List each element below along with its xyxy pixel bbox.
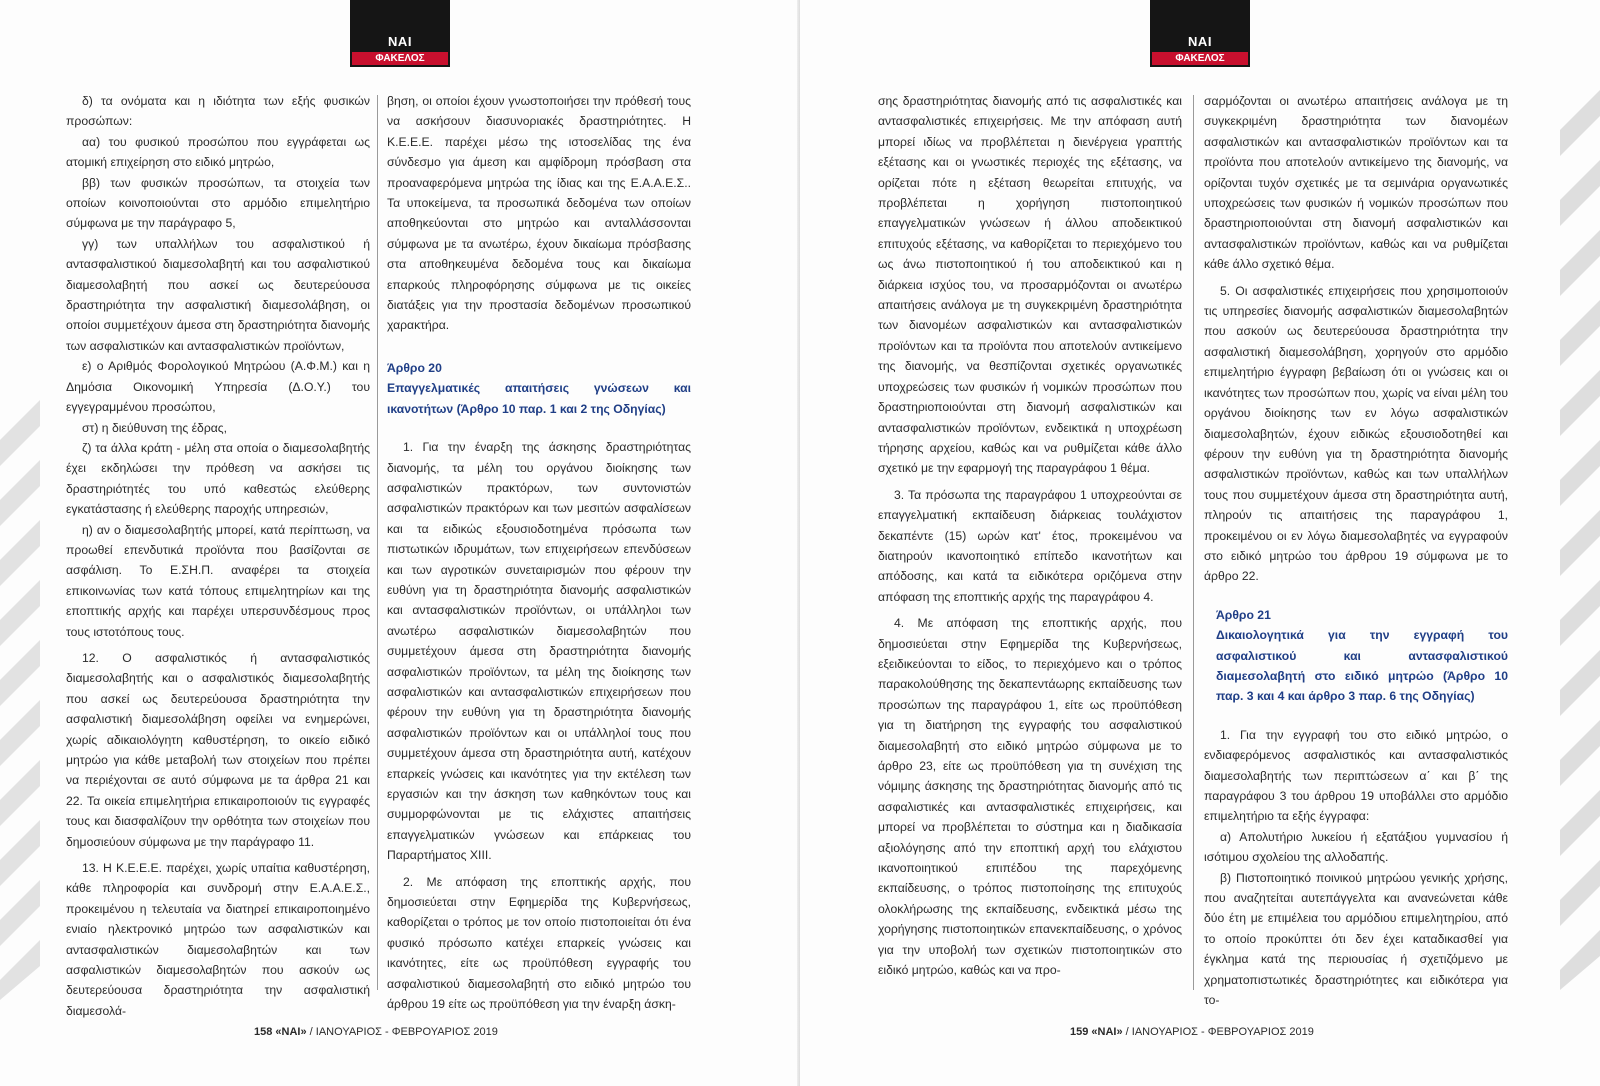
right-page-column-2 xyxy=(1204,91,1508,1008)
section-tab xyxy=(350,0,450,67)
paragraph: σαρμόζονται οι ανωτέρω απαιτήσεις ανάλογα με τη συγκεκριμένη δραστηριότητα των διανομέων ασφαλιστικών και αντασφαλιστικών προϊόντων και τα προϊόντα που αποτελούν αντικείμενο της διανομής, να ορίζονται τυχόν σχετικές με τα σεμινάρια οργανωτικές υποχρεώσεις των φυσικών ή νομικών προσώπων που δραστηριοποιούνται στη διανομή ασφαλιστικών και αντασφαλιστικών προϊόντων, καθώς και να ρυθμίζεται κάθε άλλο σχετικό θέμα. xyxy=(1204,94,1508,272)
issue-date: / ΙΑΝΟΥΑΡΙΟΣ - ΦΕΒΡΟΥΑΡΙΟΣ 2019 xyxy=(309,1026,498,1038)
article-title: Δικαιολογητικά για την εγγραφή του ασφαλιστικού και αντασφαλιστικού διαμεσολαβητή στο ειδικό μητρώο (Άρθρο 10 παρ. 3 και 4 και άρθρο 3 παρ. 6 της Οδηγίας) xyxy=(1216,628,1508,704)
left-page-column-1 xyxy=(66,91,370,1018)
paragraph: 3. Τα πρόσωπα της παραγράφου 1 υποχρεούνται σε επαγγελματική εκπαίδευση διάρκειας τουλάχιστον δεκαπέντε (15) ωρών κατ' έτος, προκειμένου να διατηρούν ικανοποιητικό επίπεδο ικανοτήτων και απόδοσης, και κατά τα ειδικότερα οριζόμενα στην απόφαση της εποπτικής αρχής της παραγράφου 4. xyxy=(878,487,1182,604)
paragraph: δ) τα ονόματα και η ιδιότητα των εξής φυσικών προσώπων: xyxy=(66,94,370,129)
left-page-column-2 xyxy=(387,91,691,1012)
right-page-column-1 xyxy=(878,91,1182,996)
issue-date: / ΙΑΝΟΥΑΡΙΟΣ - ΦΕΒΡΟΥΑΡΙΟΣ 2019 xyxy=(1125,1026,1314,1038)
paragraph: 13. Η Κ.Ε.Ε.Ε. παρέχει, χωρίς υπαίτια καθυστέρηση, κάθε πληροφορία και συνδρομή στην Ε.Α.Α.Ε.Σ., προκειμένου η τελευταία να διατηρεί επικαιροποιημένο ενιαίο ηλεκτρονικό μητρώο των ασφαλιστικών και αντασφαλιστικών διαμεσολαβητών και των ασφαλιστικών διαμεσολαβητών που ασκούν ως δευτερεύουσα δραστηριότητα την ασφαλιστική διαμεσολά- xyxy=(66,861,370,1018)
section-label: ΦΑΚΕΛΟΣ xyxy=(1152,52,1248,65)
decorative-stripes-left xyxy=(0,400,48,1000)
right-page xyxy=(800,0,1600,1086)
paragraph: α) Απολυτήριο λυκείου ή εξατάξιου γυμνασίου ή ισότιμου σχολείου της αλλοδαπής. xyxy=(1204,829,1508,865)
magazine-tab-title: ΝΑΙ xyxy=(388,34,412,49)
paragraph: β) Πιστοποιητικό ποινικού μητρώου γενικής χρήσης, που αναζητείται αυτεπάγγελτα και ανανεώνεται κάθε δύο έτη με επιμέλεια του αρμόδιου επιμελητηρίου, από το οποίο προκύπτει ότι δεν έχει καταδικασθεί για έγκλημα κατά της περιουσίας ή σχετιζόμενο με χρηματοπιστωτικές δραστηριότητες και ειδικότερα για το- xyxy=(1204,870,1508,1008)
paragraph: 1. Για την εγγραφή του στο ειδικό μητρώο, ο ενδιαφερόμενος ασφαλιστικός και αντασφαλιστικός διαμεσολαβητής των περιπτώσεων α΄ και β΄ της παραγράφου 3 του άρθρου 19 υποβάλλει στο αρμόδιο επιμελητήριο τα εξής έγγραφα: xyxy=(1204,727,1508,824)
paragraph: 1. Για την έναρξη της άσκησης δραστηριότητας διανομής, τα μέλη του οργάνου διοίκησης των ασφαλιστικών πρακτόρων, των συντονιστών ασφαλιστικών πρακτόρων και των μεσιτών ασφαλίσεων και τα ειδικώς εξουσιοδοτημένα πρόσωπα των πιστωτικών ιδρυμάτων, των επιχειρήσεων επενδύσεων και των αγροτικών συνεταιρισμών που φέρουν την ευθύνη για τη δραστηριότητα διανομής ασφαλιστικών και αντασφαλιστικών προϊόντων, οι υπάλληλοι των ανωτέρω ασφαλιστικών διαμεσολαβητών που συμμετέχουν άμεσα στη δραστηριότητα διανομής ασφαλιστικών προϊόντων, τα μέλη της διοίκησης των ασφαλιστικών και αντασφαλιστικών επιχειρήσεων που φέρουν την ευθύνη για τη δραστηριότητα διανομής ασφαλιστικών προϊόντων και οι υπάλληλοί τους που συμμετέχουν άμεσα στη δραστηριότητα αυτή, κατέχουν επαρκείς γνώσεις και ικανότητες για την εκτέλεση των εργασιών και την άσκηση των καθηκόντων τους και συμμορφώνονται με τις ελάχιστες απαιτήσεις επαγγελματικών γνώσεων και επάρκειας του Παραρτήματος XIII. xyxy=(387,440,691,863)
column-divider xyxy=(1193,95,1194,990)
decorative-stripes-right xyxy=(1552,90,1600,990)
paragraph: αα) του φυσικού προσώπου που εγγράφεται ως ατομική επιχείρηση στο ειδικό μητρώο, xyxy=(66,134,370,170)
page-footer xyxy=(1070,1026,1314,1038)
paragraph: η) αν ο διαμεσολαβητής μπορεί, κατά περίπτωση, να προωθεί επενδυτικά προϊόντα που βασίζονται σε ασφάλιση. Το Ε.ΣΗ.Π. αναφέρει τα στοιχεία επικοινωνίας των κατά τόπους επιμελητηρίων και της εποπτικής αρχής και παρέχει υπερσυνδέσμους προς τους ιστοτόπους τους. xyxy=(66,522,370,639)
paragraph: γγ) των υπαλλήλων του ασφαλιστικού ή αντασφαλιστικού διαμεσολαβητή και του ασφαλιστικού διαμεσολαβητή που ασκεί ως δευτερεύουσα δραστηριότητα την ασφαλιστική διαμεσολάβηση, οι οποίοι συμμετέχουν άμεσα στη δραστηριότητα διανομής των ασφαλιστικών και αντασφαλιστικών προϊόντων, xyxy=(66,236,370,353)
section-tab xyxy=(1150,0,1250,67)
article-number: Άρθρο 20 xyxy=(387,360,442,375)
magazine-name: «ΝΑΙ» xyxy=(275,1026,307,1038)
paragraph: σης δραστηριότητας διανομής από τις ασφαλιστικές και αντασφαλιστικές επιχειρήσεις. Με την απόφαση αυτή μπορεί ιδίως να προβλέπεται η διενέργεια γραπτής εξέτασης και οι γνωστικές περιοχές της εξέτασης, να ορίζεται πότε η εξέταση θεωρείται επιτυχής, να προβλέπεται η χορήγηση πιστοποιητικού επαγγελματικών γνώσεων ή άλλου αποδεικτικού επιτυχούς εξέτασης, να καθορίζεται το περιεχόμενο του ως άνω πιστοποιητικού ή του αποδεικτικού και η διάρκεια ισχύος του, να προσαρμόζονται οι ανωτέρω απαιτήσεις ανάλογα με τη συγκεκριμένη δραστηριότητα των διανομέων ασφαλιστικών και αντασφαλιστικών προϊόντων και τα προϊόντα που αποτελούν αντικείμενο της διανομής, να θεσπίζονται σχετικές οργανωτικές υποχρεώσεις των φυσικών ή νομικών προσώπων που δραστηριοποιούνται στη διανομή ασφαλιστικών και αντασφαλιστικών προϊόντων, ενδεικτικά η υποχρέωση τήρησης αρχείου, καθώς και να ρυθμίζεται κάθε άλλο σχετικό με την εφαρμογή της παραγράφου 1 θέμα. xyxy=(878,94,1182,476)
section-label: ΦΑΚΕΛΟΣ xyxy=(352,52,448,65)
paragraph: 5. Οι ασφαλιστικές επιχειρήσεις που χρησιμοποιούν τις υπηρεσίες διανομής ασφαλιστικών διαμεσολαβητών που ασκούν ως δευτερεύουσα δραστηριότητα την ασφαλιστική διαμεσολάβηση, χορηγούν στο αρμόδιο επιμελητήριο έγγραφη βεβαίωση ότι οι γνώσεις και οι ικανότητες των προσώπων που, χωρίς να είναι μέλη του οργάνου διοίκησης των εν λόγω ασφαλιστικών διαμεσολαβητών, έχουν ειδικώς εξουσιοδοτηθεί και φέρουν την ευθύνη για τη δραστηριότητα διανομής ασφαλιστικών προϊόντων, καθώς και των υπαλλήλων τους που συμμετέχουν άμεσα στη δραστηριότητα αυτή, πληρούν τις απαιτήσεις της παραγράφου 1, προκειμένου οι εν λόγω διαμεσολαβητές να εγγραφούν στο ειδικό μητρώο του άρθρου 19 σύμφωνα με το άρθρο 22. xyxy=(1204,283,1508,584)
magazine-tab-title: ΝΑΙ xyxy=(1188,34,1212,49)
paragraph: ββ) των φυσικών προσώπων, τα στοιχεία των οποίων κοινοποιούνται στο αρμόδιο επιμελητήριο σύμφωνα με την παράγραφο 5, xyxy=(66,175,370,231)
paragraph: ε) ο Αριθμός Φορολογικού Μητρώου (Α.Φ.Μ.) και η Δημόσια Οικονομική Υπηρεσία (Δ.Ο.Υ.) του εγγεγραμμένου προσώπου, xyxy=(66,359,370,415)
paragraph: 4. Με απόφαση της εποπτικής αρχής, που δημοσιεύεται στην Εφημερίδα της Κυβερνήσεως, εξειδικεύονται το είδος, το περιεχόμενο και ο τρόπος παρακολούθησης της δεκαπεντάωρης εκπαίδευσης των προσώπων της παραγράφου 1, είτε ως προϋπόθεση για τη διατήρηση της εγγραφής του ασφαλιστικού διαμεσολαβητή στο ειδικό μητρώο σύμφωνα με το άρθρο 23, είτε ως προϋπόθεση για τη συνέχιση της νόμιμης άσκησης της δραστηριότητας διανομής από τις ασφαλιστικές και αντασφαλιστικές επιχειρήσεις, και μπορεί να προβλέπεται το σύστημα και η διαδικασία αξιολόγησης από την εποπτική αρχή του ελάχιστου ικανοποιητικού επιπέδου της παρεχόμενης εκπαίδευσης, ο τρόπος πιστοποίησης της επιτυχούς ολοκλήρωσης της εκπαίδευσης, ενδεικτικά μέσω της χορήγησης πιστοποιητικών επανεκπαίδευσης, ο χρόνος για την υποβολή των σχετικών πιστοποιητικών στο ειδικό μητρώο, καθώς και να προ- xyxy=(878,616,1182,978)
paragraph: στ) η διεύθυνση της έδρας, xyxy=(82,420,228,435)
paragraph: 12. Ο ασφαλιστικός ή αντασφαλιστικός διαμεσολαβητής και ο ασφαλιστικός διαμεσολαβητής που ασκεί ως δευτερεύουσα δραστηριότητα την ασφαλιστική διαμεσολάβηση οφείλει να ενημερώνει, χωρίς αδικαιολόγητη καθυστέρηση, το οικείο ειδικό μητρώο για κάθε μεταβολή των στοιχείων που πρέπει να περιέχονται σε αυτό σύμφωνα με τα άρθρα 21 και 22. Τα οικεία επιμελητήρια επικαιροποιούν τις εγγραφές τους και διασφαλίζουν την ορθότητα των στοιχείων που δημοσιεύουν σύμφωνα με την παράγραφο 11. xyxy=(66,650,370,849)
page-number: 159 xyxy=(1070,1026,1089,1038)
paragraph: βηση, οι οποίοι έχουν γνωστοποιήσει την πρόθεσή τους να ασκήσουν διασυνοριακές δραστηριότητες. Η Κ.Ε.Ε.Ε. παρέχει μέσω της ιστοσελίδας της ένα σύνδεσμο για άμεση και αμφίδρομη πρόσβαση στα προαναφερόμενα μητρώα της ίδιας και της Ε.Α.Α.Ε.Σ.. Τα υποκείμενα, τα προσωπικά δεδομένα των οποίων αποθηκεύονται στο μητρώο και ανταλλάσσονται σύμφωνα με τα ανωτέρω, έχουν δικαίωμα πρόσβασης στα αποθηκευμένα δεδομένα τους και δικαίωμα επαρκούς πληροφόρησης σύμφωνα με τις οικείες διατάξεις για την προστασία δεδομένων προσωπικού χαρακτήρα. xyxy=(387,94,691,333)
article-number: Άρθρο 21 xyxy=(1216,607,1271,622)
page-footer xyxy=(254,1026,498,1038)
article-title: Επαγγελματικές απαιτήσεις γνώσεων και ικανοτήτων (Άρθρο 10 παρ. 1 και 2 της Οδηγίας) xyxy=(387,381,691,416)
paragraph: 2. Με απόφαση της εποπτικής αρχής, που δημοσιεύεται στην Εφημερίδα της Κυβερνήσεως, καθορίζεται ο τρόπος με τον οποίο πιστοποιείται ότι ένα φυσικό πρόσωπο κατέχει επαρκείς γνώσεις και ικανότητες, είτε ως προϋπόθεση εγγραφής του ασφαλιστικού διαμεσολαβητή στο ειδικό μητρώο του άρθρου 19 είτε ως προϋπόθεση για την έναρξη άσκη- xyxy=(387,874,691,1012)
paragraph: ζ) τα άλλα κράτη - μέλη στα οποία ο διαμεσολαβητής έχει εκδηλώσει την πρόθεση να ασκήσει τις δραστηριότητές του υπό καθεστώς ελεύθερης εγκατάστασης ή ελεύθερης παροχής υπηρεσιών, xyxy=(66,440,370,517)
page-number: 158 xyxy=(254,1026,273,1038)
column-divider xyxy=(377,95,378,990)
magazine-name: «ΝΑΙ» xyxy=(1091,1026,1123,1038)
